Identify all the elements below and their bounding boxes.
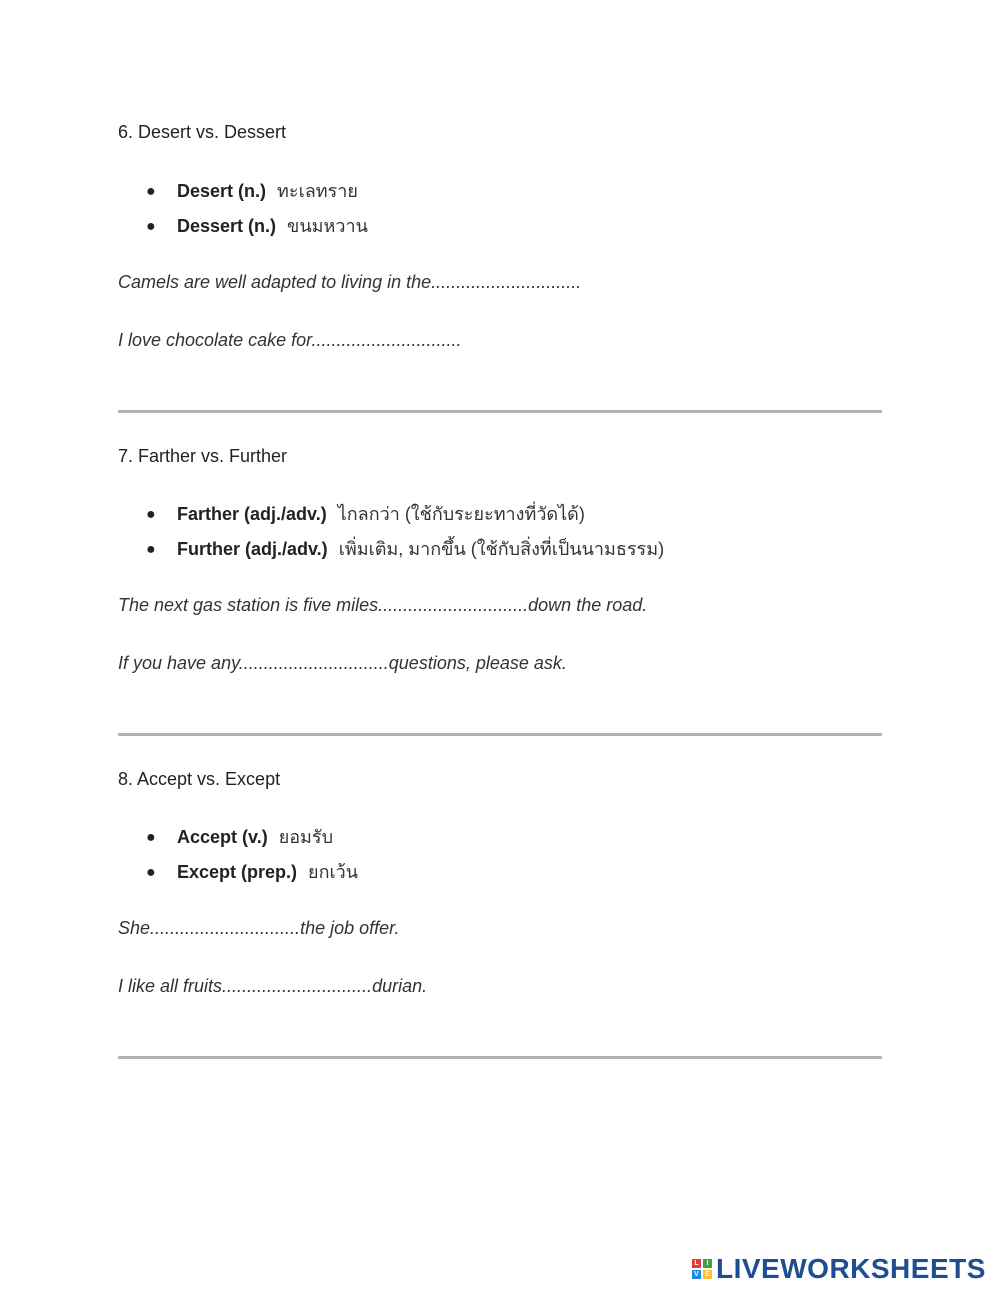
definition-item xyxy=(146,855,358,890)
definition-list xyxy=(146,174,368,244)
term: Except (prep.) xyxy=(177,862,298,882)
sentence-after: the job offer. xyxy=(300,918,400,938)
section-divider xyxy=(118,410,882,413)
section-title: 8. Accept vs. Except xyxy=(118,769,281,789)
answer-blank[interactable]: .............................. xyxy=(431,272,582,292)
meaning: เพิ่มเติม, มากขึ้น (ใช้กับสิ่งที่เป็นนามธรรม) xyxy=(338,539,665,559)
meaning: ทะเลทราย xyxy=(277,181,358,201)
term: Accept (v.) xyxy=(177,827,268,847)
liveworksheets-logo xyxy=(692,1254,986,1284)
answer-blank[interactable]: .............................. xyxy=(311,330,462,350)
sentence-before: She xyxy=(118,918,151,938)
definition-list xyxy=(146,497,664,567)
answer-blank[interactable]: .............................. xyxy=(222,976,373,996)
meaning: ไกลกว่า (ใช้กับระยะทางที่วัดได้) xyxy=(337,504,585,524)
definition-item xyxy=(146,820,358,855)
answer-blank[interactable]: .............................. xyxy=(238,653,389,673)
meaning: ขนมหวาน xyxy=(287,216,368,236)
section-title: 7. Farther vs. Further xyxy=(118,446,288,466)
sentence-before: I like all fruits xyxy=(118,976,223,996)
definition-list xyxy=(146,820,358,890)
exercise-sentence xyxy=(118,976,427,997)
logo-text: LIVEWORKSHEETS xyxy=(716,1253,986,1284)
sentence-before: I love chocolate cake for xyxy=(118,330,312,350)
bullet-icon: ● xyxy=(146,183,156,200)
section-divider xyxy=(118,733,882,736)
exercise-sentence xyxy=(118,653,567,674)
sentence-before: The next gas station is five miles xyxy=(118,595,379,615)
definition-item xyxy=(146,532,664,567)
answer-blank[interactable]: .............................. xyxy=(150,918,301,938)
bullet-icon: ● xyxy=(146,218,156,235)
answer-blank[interactable]: .............................. xyxy=(378,595,529,615)
exercise-sentence xyxy=(118,595,647,616)
definition-item xyxy=(146,174,368,209)
term: Further (adj./adv.) xyxy=(177,539,328,559)
sentence-before: If you have any xyxy=(118,653,239,673)
sentence-after: questions, please ask. xyxy=(388,653,567,673)
section-title: 6. Desert vs. Dessert xyxy=(118,122,287,142)
definition-item xyxy=(146,209,368,244)
exercise-sentence xyxy=(118,272,581,293)
sentence-after: durian. xyxy=(372,976,428,996)
meaning: ยกเว้น xyxy=(308,862,359,882)
section-divider xyxy=(118,1056,882,1059)
sentence-before: Camels are well adapted to living in the xyxy=(118,272,432,292)
definition-item xyxy=(146,497,664,532)
meaning: ยอมรับ xyxy=(278,827,334,847)
term: Dessert (n.) xyxy=(177,216,277,236)
bullet-icon: ● xyxy=(146,506,156,523)
bullet-icon: ● xyxy=(146,541,156,558)
sentence-after: down the road. xyxy=(528,595,648,615)
exercise-sentence xyxy=(118,918,399,939)
logo-mark-letter: L xyxy=(692,1259,701,1268)
bullet-icon: ● xyxy=(146,864,156,881)
exercise-sentence xyxy=(118,330,461,351)
logo-mark-letter: V xyxy=(692,1270,701,1279)
logo-mark-letter: I xyxy=(703,1259,712,1268)
logo-mark-icon xyxy=(692,1259,712,1279)
bullet-icon: ● xyxy=(146,829,156,846)
term: Farther (adj./adv.) xyxy=(177,504,327,524)
logo-mark-letter: E xyxy=(703,1270,712,1279)
term: Desert (n.) xyxy=(177,181,267,201)
